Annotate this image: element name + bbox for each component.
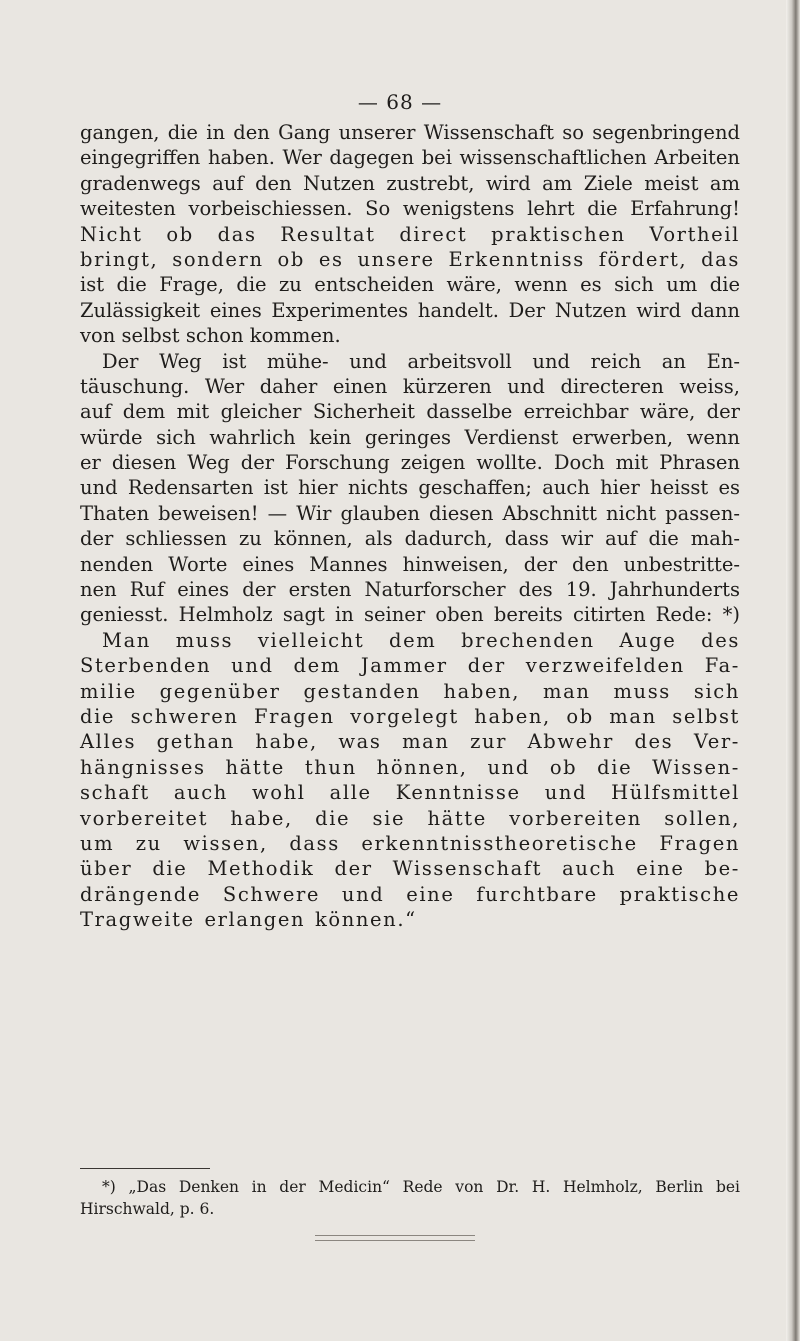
text-line: Der Weg ist mühe- und arbeitsvoll und reich an En- [102, 349, 740, 373]
quote-line: die schweren Fragen vorgelegt haben, ob man selbst [80, 704, 740, 728]
text-line: täuschung. Wer daher einen kürzeren und directeren weiss, [80, 374, 740, 398]
quote-line: hängnisses hätte thun hönnen, und ob die Wissen- [80, 755, 740, 779]
bottom-rule [315, 1235, 475, 1236]
text-line: von selbst schon kommen. [80, 324, 341, 348]
quote-line: Man muss vielleicht dem brechenden Auge des [102, 628, 740, 652]
text-line: Thaten beweisen! — Wir glauben diesen Abschnitt nicht passen- [80, 501, 740, 525]
footnote-line: *) „Das Denken in der Medicin“ Rede von Dr. H. Helmholz, Berlin bei [102, 1178, 740, 1196]
text-line: der schliessen zu können, als dadurch, dass wir auf die mah- [80, 527, 740, 551]
text-line: geniesst. Helmholz sagt in seiner oben bereits citirten Rede: *) [80, 603, 740, 627]
text-line: nen Ruf eines der ersten Naturforscher des 19. Jahrhunderts [80, 578, 740, 602]
footnote-divider [80, 1168, 210, 1169]
bottom-rule [315, 1240, 475, 1241]
text-line: weitesten vorbeischiessen. So wenigstens lehrt die Erfahrung! [80, 197, 740, 221]
text-line: würde sich wahrlich kein geringes Verdienst erwerben, wenn [80, 425, 740, 449]
quote-line: vorbereitet habe, die sie hätte vorbereiten sollen, [80, 806, 740, 830]
quote-line: milie gegenüber gestanden haben, man muss sich [80, 679, 740, 703]
quote-line: Sterbenden und dem Jammer der verzweifelden Fa- [80, 654, 740, 678]
quote-line: um zu wissen, dass erkenntnisstheoretische Fragen [80, 831, 740, 855]
body-text [80, 120, 740, 933]
text-line-emphasis: bringt, sondern ob es unsere Erkenntniss fördert, das [80, 247, 740, 271]
page-number: — 68 — [357, 90, 443, 114]
text-line: auf dem mit gleicher Sicherheit dasselbe erreichbar wäre, der [80, 400, 740, 424]
text-line: eingegriffen haben. Wer dagegen bei wissenschaftlichen Arbeiten [80, 146, 740, 170]
quote-line: Alles gethan habe, was man zur Abwehr des Ver- [80, 730, 740, 754]
text-line: ist die Frage, die zu entscheiden wäre, wenn es sich um die [80, 273, 740, 297]
quote-line: drängende Schwere und eine furchtbare praktische [80, 882, 740, 906]
text-line-emphasis: Nicht ob das Resultat direct praktischen Vortheil [80, 222, 740, 246]
text-line: Zulässigkeit eines Experimentes handelt. Der Nutzen wird dann [80, 298, 740, 322]
quote-line: über die Methodik der Wissenschaft auch eine be- [80, 857, 740, 881]
text-line: gangen, die in den Gang unserer Wissenschaft so segenbringend [80, 121, 740, 144]
text-line: er diesen Weg der Forschung zeigen wollte. Doch mit Phrasen [80, 451, 740, 475]
quote-line: schaft auch wohl alle Kenntnisse und Hülfsmittel [80, 781, 740, 805]
text-line: gradenwegs auf den Nutzen zustrebt, wird am Ziele meist am [80, 171, 740, 195]
footnote-line: Hirschwald, p. 6. [80, 1200, 215, 1218]
text-line: und Redensarten ist hier nichts geschaffen; auch hier heisst es [80, 476, 740, 500]
text-line: nenden Worte eines Mannes hinweisen, der den unbestritte- [80, 552, 740, 576]
page-edge-shadow [786, 0, 800, 1341]
footnote [80, 1176, 740, 1220]
quote-line: Tragweite erlangen können.“ [80, 908, 417, 932]
